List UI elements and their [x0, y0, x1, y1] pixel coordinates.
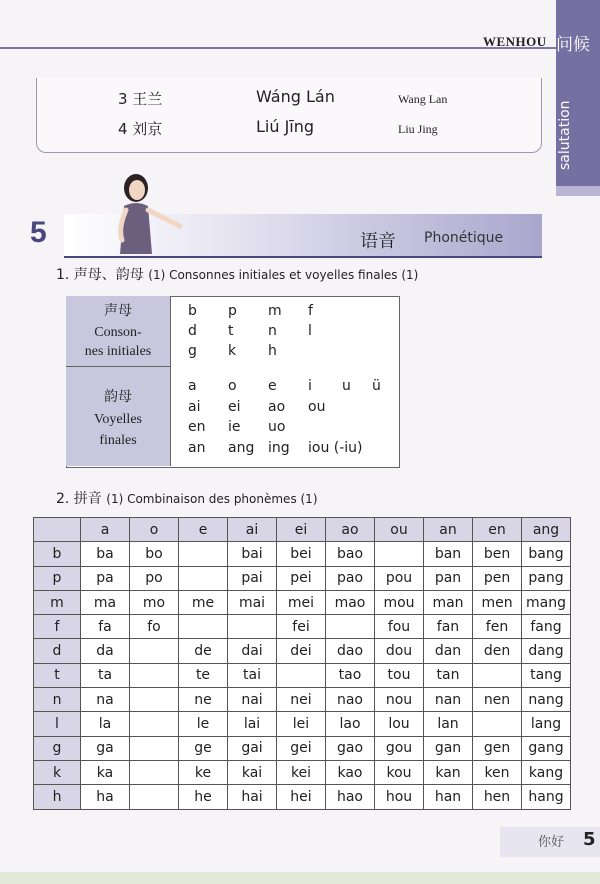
side-tab-accent — [556, 186, 600, 196]
initial-cell: t — [228, 323, 234, 339]
final-cell: a — [188, 378, 197, 394]
syllable-cell — [228, 615, 277, 639]
syllable-cell: mo — [130, 590, 179, 614]
syllable-cell: nan — [424, 688, 473, 712]
side-tab-label: salutation — [557, 100, 573, 170]
table-row — [34, 639, 571, 663]
syllable-cell: pa — [81, 566, 130, 590]
column-header: ou — [375, 518, 424, 542]
syllable-cell — [130, 688, 179, 712]
table-row — [34, 785, 571, 809]
column-header: o — [130, 518, 179, 542]
syllable-cell: kou — [375, 760, 424, 784]
syllable-cell: kang — [522, 760, 571, 784]
column-header: ao — [326, 518, 375, 542]
syllable-cell: gao — [326, 736, 375, 760]
syllable-cell — [130, 760, 179, 784]
initial-cell: d — [188, 323, 197, 339]
syllable-cell: ga — [81, 736, 130, 760]
syllable-cell — [130, 736, 179, 760]
syllable-cell: lai — [228, 712, 277, 736]
row-header: k — [34, 760, 81, 784]
subsection-title — [56, 488, 318, 508]
syllable-cell: bei — [277, 542, 326, 566]
syllable-cell: de — [179, 639, 228, 663]
syllable-cell — [473, 712, 522, 736]
syllable-cell: la — [81, 712, 130, 736]
syllable-cell: mai — [228, 590, 277, 614]
syllable-cell: mou — [375, 590, 424, 614]
syllable-cell: pao — [326, 566, 375, 590]
header-rule — [0, 47, 556, 49]
table-header-row — [34, 518, 571, 542]
syllable-cell: dai — [228, 639, 277, 663]
syllable-cell: pang — [522, 566, 571, 590]
syllable-cell: ban — [424, 542, 473, 566]
row-header: g — [34, 736, 81, 760]
syllable-cell: gang — [522, 736, 571, 760]
initial-cell: h — [268, 343, 277, 359]
row-header: l — [34, 712, 81, 736]
syllable-cell — [277, 663, 326, 687]
syllable-cell: ne — [179, 688, 228, 712]
syllable-cell — [179, 542, 228, 566]
syllable-cell: pai — [228, 566, 277, 590]
table-row — [34, 615, 571, 639]
syllable-cell: hen — [473, 785, 522, 809]
final-cell: ao — [268, 399, 286, 415]
syllable-cell: gei — [277, 736, 326, 760]
syllable-cell: ma — [81, 590, 130, 614]
final-cell: en — [188, 419, 206, 435]
syllable-cell: tao — [326, 663, 375, 687]
column-header: a — [81, 518, 130, 542]
table-row — [34, 590, 571, 614]
syllable-cell: bang — [522, 542, 571, 566]
syllable-cell: mang — [522, 590, 571, 614]
initials-label-cn: 声母 — [104, 304, 132, 319]
syllable-cell: tai — [228, 663, 277, 687]
name-pinyin: Liú Jīng — [256, 117, 315, 136]
syllable-cell: gan — [424, 736, 473, 760]
page-number: 5 — [583, 829, 596, 850]
table-row — [34, 542, 571, 566]
final-cell: iou (-iu) — [308, 440, 363, 456]
syllable-cell: bo — [130, 542, 179, 566]
syllable-cell: lao — [326, 712, 375, 736]
syllable-cell — [130, 785, 179, 809]
syllable-cell: fou — [375, 615, 424, 639]
syllable-cell: ken — [473, 760, 522, 784]
initial-cell: b — [188, 303, 197, 319]
syllable-cell: pei — [277, 566, 326, 590]
name-cn: 3 王兰 — [118, 90, 163, 108]
syllable-cell: tou — [375, 663, 424, 687]
syllable-cell: fen — [473, 615, 522, 639]
initial-cell: m — [268, 303, 282, 319]
syllable-cell: da — [81, 639, 130, 663]
subsection-text: (1) Combinaison des phonèmes (1) — [106, 492, 318, 506]
syllable-cell — [179, 566, 228, 590]
syllable-cell: pou — [375, 566, 424, 590]
syllable-cell: kei — [277, 760, 326, 784]
syllable-cell: mei — [277, 590, 326, 614]
syllable-cell: hei — [277, 785, 326, 809]
final-cell: o — [228, 378, 237, 394]
syllable-cell: dei — [277, 639, 326, 663]
syllable-cell: ha — [81, 785, 130, 809]
syllable-cell: dan — [424, 639, 473, 663]
syllable-cell: hai — [228, 785, 277, 809]
teacher-illustration — [108, 170, 198, 260]
subsection-label: 2. 拼音 — [56, 491, 102, 507]
syllable-cell: ge — [179, 736, 228, 760]
syllable-cell: ta — [81, 663, 130, 687]
syllable-cell: lei — [277, 712, 326, 736]
syllable-cell: na — [81, 688, 130, 712]
syllable-cell: te — [179, 663, 228, 687]
syllable-cell: den — [473, 639, 522, 663]
syllable-cell: gai — [228, 736, 277, 760]
name-cn: 4 刘京 — [118, 120, 163, 138]
syllable-cell: pan — [424, 566, 473, 590]
bottom-strip — [0, 872, 600, 884]
syllable-cell: kao — [326, 760, 375, 784]
syllable-cell: dao — [326, 639, 375, 663]
syllable-cell: lang — [522, 712, 571, 736]
row-header: p — [34, 566, 81, 590]
initials-label-fr: Conson- — [94, 325, 142, 340]
table-row — [34, 760, 571, 784]
row-header: f — [34, 615, 81, 639]
syllable-cell — [473, 663, 522, 687]
initial-cell: k — [228, 343, 237, 359]
column-header: e — [179, 518, 228, 542]
syllable-cell: fa — [81, 615, 130, 639]
finals-label-cn: 韵母 — [104, 390, 132, 405]
syllable-cell: nou — [375, 688, 424, 712]
syllable-cell — [130, 639, 179, 663]
initial-cell: g — [188, 343, 197, 359]
syllable-cell: fo — [130, 615, 179, 639]
name-latin: Wang Lan — [398, 92, 448, 106]
final-cell: ing — [268, 440, 290, 456]
section-title-fr: Phonétique — [424, 230, 504, 246]
initials-label-fr: nes initiales — [84, 344, 152, 359]
syllable-cell: tang — [522, 663, 571, 687]
syllable-cell: ben — [473, 542, 522, 566]
syllable-cell: he — [179, 785, 228, 809]
table-row — [34, 566, 571, 590]
syllable-cell: nang — [522, 688, 571, 712]
syllable-cell: gen — [473, 736, 522, 760]
header-title-latin: WENHOU — [483, 34, 547, 49]
syllable-cell: mao — [326, 590, 375, 614]
syllable-cell — [179, 615, 228, 639]
column-header: ai — [228, 518, 277, 542]
row-header: b — [34, 542, 81, 566]
syllable-cell: ke — [179, 760, 228, 784]
syllable-cell: bai — [228, 542, 277, 566]
syllable-cell: le — [179, 712, 228, 736]
final-cell: u — [342, 378, 351, 394]
syllable-cell — [130, 712, 179, 736]
row-header: h — [34, 785, 81, 809]
table-row — [34, 663, 571, 687]
final-cell: ai — [188, 399, 201, 415]
syllable-cell: dou — [375, 639, 424, 663]
row-header: d — [34, 639, 81, 663]
syllable-cell: han — [424, 785, 473, 809]
final-cell: i — [308, 378, 312, 394]
table-row — [34, 688, 571, 712]
syllable-cell: bao — [326, 542, 375, 566]
section-title-cn: 语音 — [360, 231, 396, 252]
final-cell: e — [268, 378, 277, 394]
section-number: 5 — [30, 216, 47, 249]
pinyin-combination-table — [33, 517, 571, 810]
syllable-cell: gou — [375, 736, 424, 760]
initial-cell: p — [228, 303, 237, 319]
final-cell: an — [188, 440, 206, 456]
row-header: n — [34, 688, 81, 712]
syllable-cell: fan — [424, 615, 473, 639]
syllable-cell: kan — [424, 760, 473, 784]
column-header — [34, 518, 81, 542]
syllable-cell: me — [179, 590, 228, 614]
table-row — [34, 736, 571, 760]
syllable-cell: lan — [424, 712, 473, 736]
syllable-cell — [326, 615, 375, 639]
syllable-cell: po — [130, 566, 179, 590]
syllable-cell: ba — [81, 542, 130, 566]
syllable-cell: fang — [522, 615, 571, 639]
row-header: t — [34, 663, 81, 687]
row-header: m — [34, 590, 81, 614]
syllable-cell: nei — [277, 688, 326, 712]
finals-label-fr: finales — [99, 433, 137, 448]
column-header: en — [473, 518, 522, 542]
syllable-cell: men — [473, 590, 522, 614]
final-cell: ei — [228, 399, 241, 415]
table-row — [34, 712, 571, 736]
syllable-cell: nao — [326, 688, 375, 712]
final-cell: ie — [228, 419, 241, 435]
header-title-cn: 问候 — [556, 35, 590, 55]
footer-lesson-title: 你好 — [538, 835, 565, 850]
syllable-cell — [375, 542, 424, 566]
finals-label-fr: Voyelles — [94, 412, 142, 427]
syllable-cell: nen — [473, 688, 522, 712]
syllable-cell: hao — [326, 785, 375, 809]
subsection-label: 1. 声母、韵母 — [56, 267, 144, 283]
syllable-cell: tan — [424, 663, 473, 687]
final-cell: ou — [308, 399, 326, 415]
syllable-cell — [130, 663, 179, 687]
syllable-cell: hang — [522, 785, 571, 809]
final-cell: ü — [372, 378, 381, 394]
initial-cell: n — [268, 323, 277, 339]
initial-cell: l — [308, 323, 312, 339]
syllable-cell: kai — [228, 760, 277, 784]
final-cell: ang — [228, 440, 255, 456]
syllable-cell: pen — [473, 566, 522, 590]
syllable-cell: fei — [277, 615, 326, 639]
initial-cell: f — [308, 303, 313, 319]
syllable-cell: ka — [81, 760, 130, 784]
syllable-cell: man — [424, 590, 473, 614]
subsection-title — [56, 264, 418, 284]
name-latin: Liu Jing — [398, 122, 438, 136]
syllable-cell: nai — [228, 688, 277, 712]
column-header: an — [424, 518, 473, 542]
name-pinyin: Wáng Lán — [256, 87, 335, 106]
column-header: ang — [522, 518, 571, 542]
syllable-cell: dang — [522, 639, 571, 663]
syllable-cell: lou — [375, 712, 424, 736]
final-cell: uo — [268, 419, 286, 435]
syllable-cell: hou — [375, 785, 424, 809]
subsection-text: (1) Consonnes initiales et voyelles finales (1) — [148, 268, 419, 282]
column-header: ei — [277, 518, 326, 542]
